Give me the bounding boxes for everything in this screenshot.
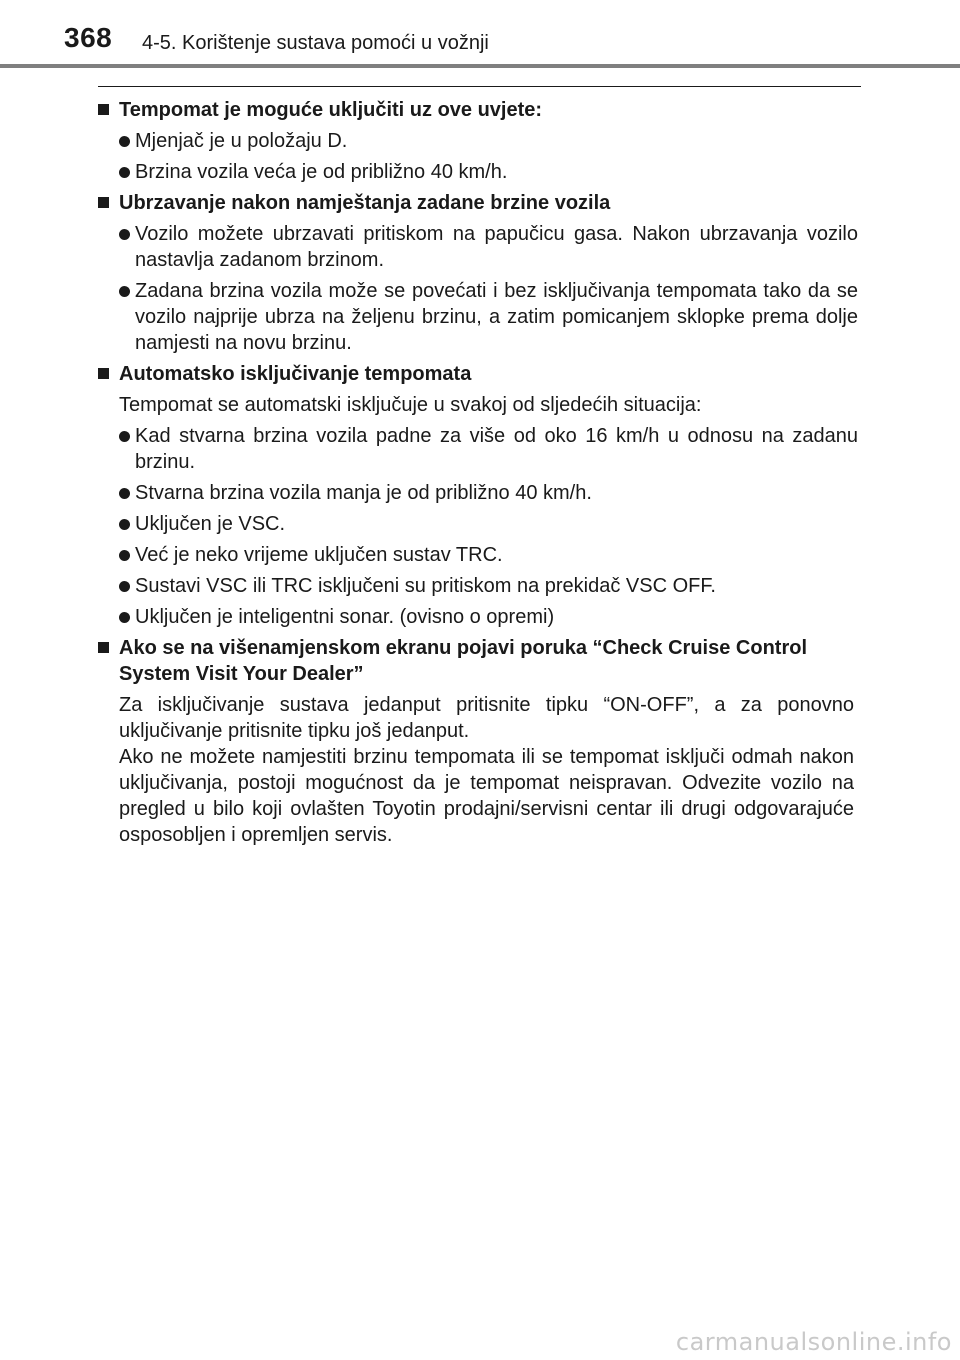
- square-bullet-icon: [98, 642, 109, 653]
- list-item: Uključen je inteligentni sonar. (ovisno o opremi): [98, 604, 858, 630]
- list-item: Uključen je VSC.: [98, 511, 858, 537]
- header-divider: [0, 64, 960, 68]
- square-bullet-icon: [98, 104, 109, 115]
- section-conditions: [98, 97, 858, 185]
- round-bullet-icon: [119, 136, 130, 147]
- page-number: 368: [64, 22, 113, 53]
- square-bullet-icon: [98, 368, 109, 379]
- round-bullet-icon: [119, 167, 130, 178]
- list-item: Kad stvarna brzina vozila padne za više od oko 16 km/h u odnosu na zadanu brzinu.: [98, 423, 858, 475]
- list-item: Mjenjač je u položaju D.: [98, 128, 858, 154]
- round-bullet-icon: [119, 550, 130, 561]
- round-bullet-icon: [119, 229, 130, 240]
- list-item: Zadana brzina vozila može se povećati i bez isključivanja tempomata tako da se vozilo najprije ubrza na željenu brzinu, a zatim pomicanjem sklopke prema dolje namjesti na novu brzinu.: [98, 278, 858, 356]
- section-title: Automatsko isključivanje tempomata: [98, 361, 858, 387]
- section-title: Ako se na višenamjenskom ekranu pojavi poruka “Check Cruise Control System Visit Your Dealer”: [98, 635, 858, 687]
- section-title: Ubrzavanje nakon namještanja zadane brzine vozila: [98, 190, 858, 216]
- section-acceleration: [98, 190, 858, 356]
- chapter-title: 4-5. Korištenje sustava pomoći u vožnji: [142, 32, 489, 54]
- page-content: [98, 97, 858, 853]
- round-bullet-icon: [119, 519, 130, 530]
- round-bullet-icon: [119, 612, 130, 623]
- section-title: Tempomat je moguće uključiti uz ove uvjete:: [98, 97, 858, 123]
- section-intro: Tempomat se automatski isključuje u svakoj od sljedećih situacija:: [119, 394, 702, 416]
- round-bullet-icon: [119, 581, 130, 592]
- section-warning-message: [98, 635, 858, 848]
- section-auto-cancel: [98, 361, 858, 630]
- list-item: Stvarna brzina vozila manja je od približno 40 km/h.: [98, 480, 858, 506]
- content-top-divider: [98, 86, 861, 87]
- square-bullet-icon: [98, 197, 109, 208]
- list-item: Već je neko vrijeme uključen sustav TRC.: [98, 542, 858, 568]
- page-header: [0, 0, 960, 70]
- watermark: carmanualsonline.info: [675, 1328, 952, 1356]
- list-item: Brzina vozila veća je od približno 40 km/h.: [98, 159, 858, 185]
- list-item: Sustavi VSC ili TRC isključeni su pritiskom na prekidač VSC OFF.: [98, 573, 858, 599]
- paragraph: Za isključivanje sustava jedanput pritisnite tipku “ON-OFF”, a za ponovno uključivanje pritisnite tipku još jedanput.: [119, 694, 854, 742]
- list-item: Vozilo možete ubrzavati pritiskom na papučicu gasa. Nakon ubrzavanja vozilo nastavlja zadanom brzinom.: [98, 221, 858, 273]
- round-bullet-icon: [119, 286, 130, 297]
- round-bullet-icon: [119, 431, 130, 442]
- paragraph: Ako ne možete namjestiti brzinu tempomata ili se tempomat isključi odmah nakon uključivanja, postoji mogućnost da je tempomat neispravan. Odvezite vozilo na pregled u bilo koji ovlašten Toyotin prodajni/servisni centar ili drugi odgovarajuće osposobljen i opremljen servis.: [119, 746, 854, 846]
- round-bullet-icon: [119, 488, 130, 499]
